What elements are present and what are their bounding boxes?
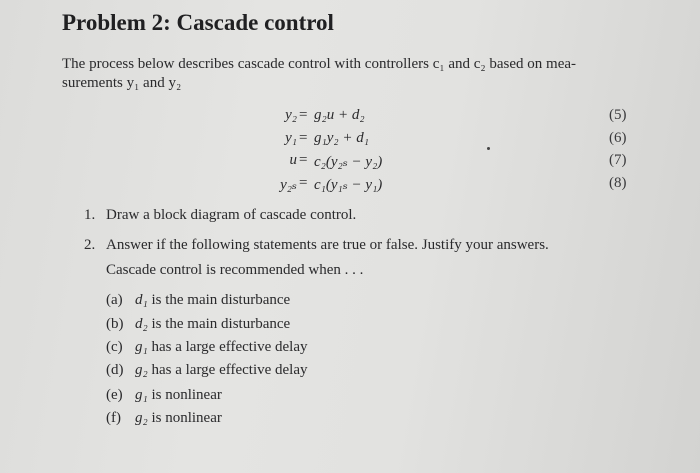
equation-rhs: g₂u + d₂ — [314, 107, 365, 123]
statement-variable: d₁ — [135, 292, 148, 308]
statement-c — [106, 339, 308, 356]
equation-6 — [0, 130, 700, 152]
equals-sign: = — [299, 152, 308, 168]
equation-number: (6) — [609, 130, 627, 146]
statement-text: has a large effective delay — [151, 339, 308, 355]
question-1 — [84, 207, 356, 224]
statement-text: has a large effective delay — [151, 362, 308, 378]
equation-8 — [0, 175, 700, 197]
intro-line-1: The process below describes cascade control with controllers c₁ and c₂ based on mea- — [62, 56, 577, 72]
equation-number: (8) — [609, 175, 627, 191]
equals-sign: = — [299, 107, 308, 123]
equation-5 — [0, 107, 700, 129]
equation-lhs: y₂ — [285, 107, 297, 123]
statement-text: is nonlinear — [151, 410, 222, 426]
statement-text: is the main disturbance — [151, 316, 291, 332]
equation-number: (5) — [609, 107, 627, 123]
statement-text: is the main disturbance — [151, 292, 291, 308]
question-2-continuation: Cascade control is recommended when . . . — [106, 262, 364, 278]
equation-7 — [0, 152, 700, 174]
equation-lhs: u — [289, 152, 297, 168]
equation-rhs: c₁(y₁ₛ − y₁) — [314, 177, 383, 193]
equation-lhs: y₁ — [285, 130, 297, 146]
intro-paragraph — [62, 55, 642, 93]
statement-label: (c) — [106, 339, 123, 355]
equation-rhs: g₁y₂ + d₁ — [314, 130, 369, 146]
statement-text: is nonlinear — [151, 387, 222, 403]
stray-dot — [487, 147, 490, 150]
statement-label: (b) — [106, 316, 124, 332]
statement-variable: g₁ — [135, 387, 148, 403]
equation-rhs: c₂(y₂ₛ − y₂) — [314, 154, 383, 170]
question-number: 1. — [84, 207, 96, 223]
question-number: 2. — [84, 237, 96, 253]
statement-a — [106, 292, 290, 309]
equation-lhs: y₂ₛ — [280, 177, 297, 193]
statement-label: (f) — [106, 410, 121, 426]
statement-b — [106, 316, 290, 333]
question-2 — [84, 237, 549, 254]
statement-variable: d₂ — [135, 316, 148, 332]
statement-label: (a) — [106, 292, 123, 308]
statement-e — [106, 387, 222, 404]
problem-title: Problem 2: Cascade control — [62, 10, 334, 35]
equals-sign: = — [299, 175, 308, 191]
question-text: Draw a block diagram of cascade control. — [106, 207, 357, 223]
statement-label: (e) — [106, 387, 123, 403]
statement-label: (d) — [106, 362, 124, 378]
question-text: Answer if the following statements are true or false. Justify your answers. — [106, 237, 549, 253]
statement-f — [106, 410, 222, 427]
equals-sign: = — [299, 130, 308, 146]
equation-number: (7) — [609, 152, 627, 168]
statement-d — [106, 362, 308, 379]
statement-variable: g₁ — [135, 339, 148, 355]
intro-line-2: surements y₁ and y₂ — [62, 75, 182, 91]
statement-variable: g₂ — [135, 410, 148, 426]
statement-variable: g₂ — [135, 362, 148, 378]
